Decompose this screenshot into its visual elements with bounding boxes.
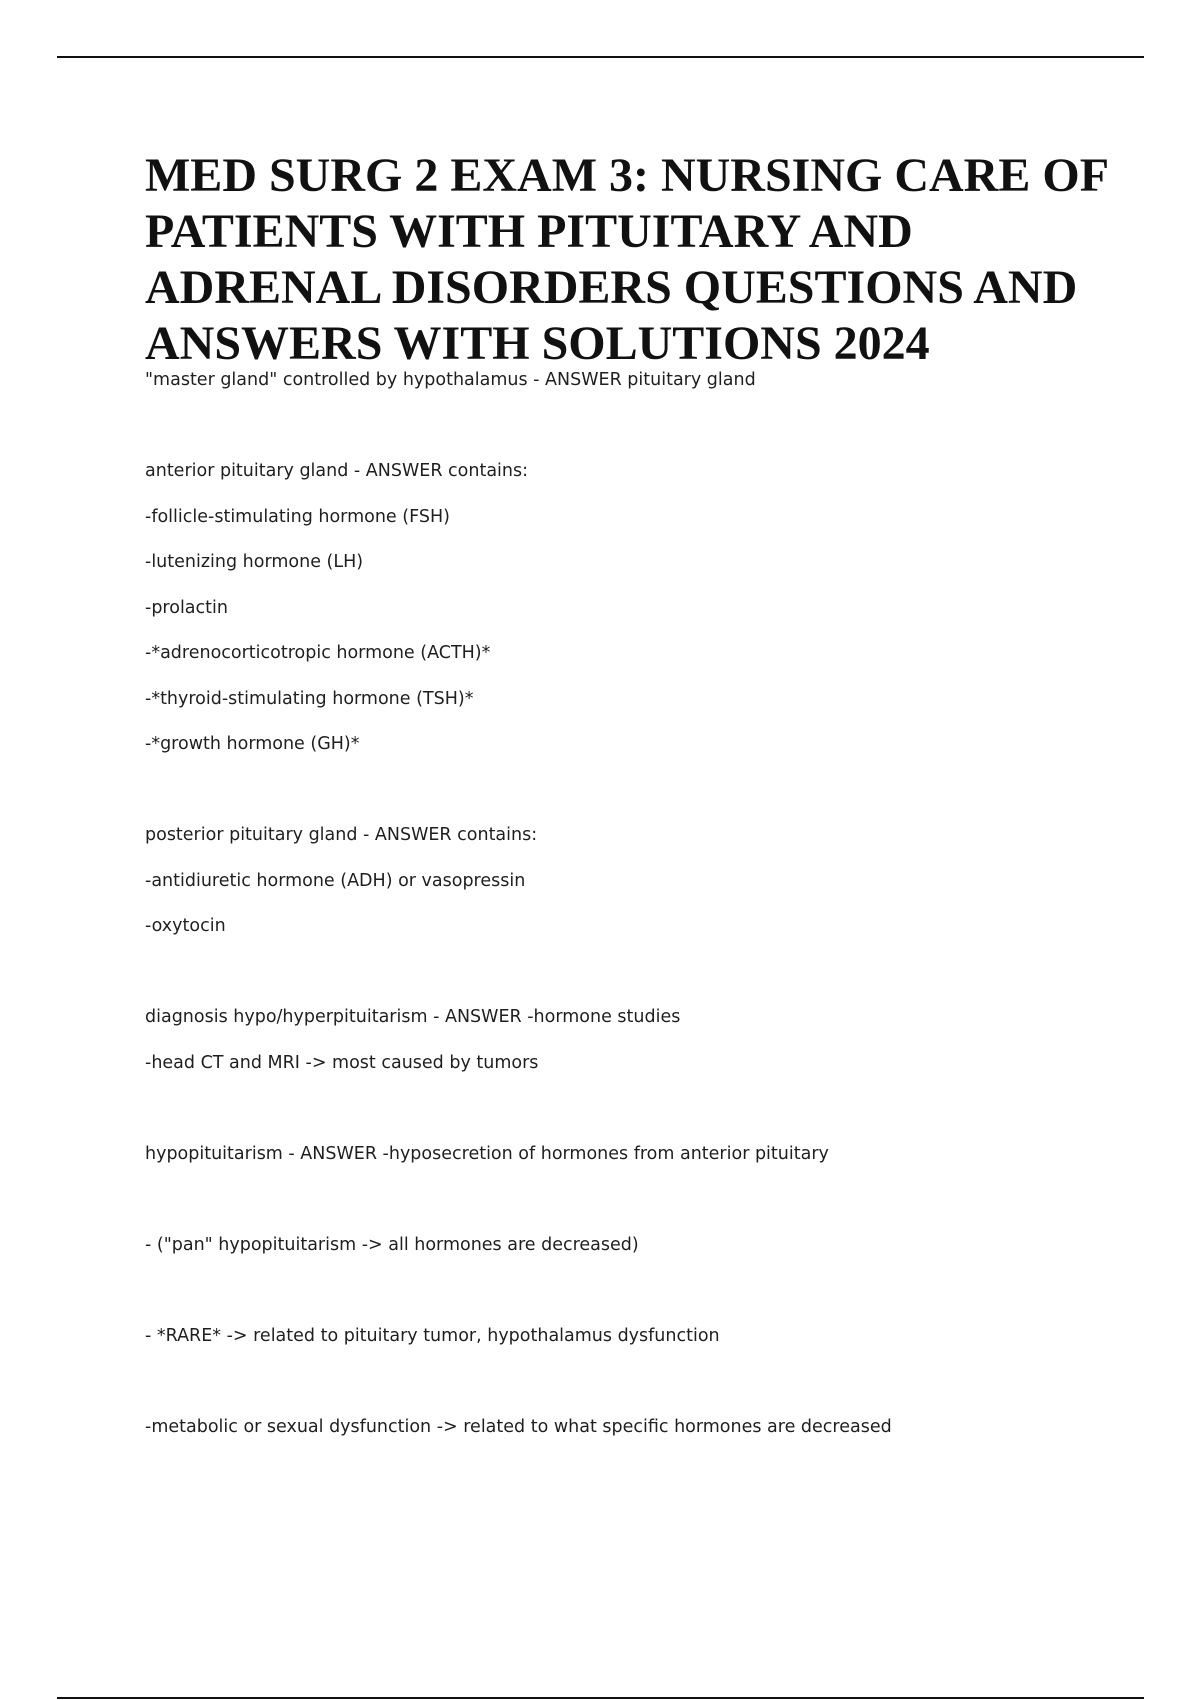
- text-line-fsh: -follicle-stimulating hormone (FSH): [145, 507, 450, 527]
- text-line-hypopituitarism: hypopituitarism - ANSWER -hyposecretion of hormones from anterior pituitary: [145, 1144, 829, 1164]
- text-line-tsh: -*thyroid-stimulating hormone (TSH)*: [145, 689, 474, 709]
- document-title: MED SURG 2 EXAM 3: NURSING CARE OF PATIENTS WITH PITUITARY AND ADRENAL DISORDERS QUESTIONS AND ANSWERS WITH SOLUTIONS 2024: [145, 149, 1108, 370]
- top-divider: [57, 56, 1144, 58]
- text-line-diagnosis: diagnosis hypo/hyperpituitarism - ANSWER -hormone studies: [145, 1007, 681, 1027]
- text-line-prolactin: -prolactin: [145, 598, 228, 618]
- text-line-adh: -antidiuretic hormone (ADH) or vasopressin: [145, 871, 526, 891]
- text-line-lh: -lutenizing hormone (LH): [145, 552, 364, 572]
- text-line-anterior-heading: anterior pituitary gland - ANSWER contains:: [145, 461, 529, 481]
- text-line-posterior-heading: posterior pituitary gland - ANSWER contains:: [145, 825, 538, 845]
- text-line-rare: - *RARE* -> related to pituitary tumor, hypothalamus dysfunction: [145, 1326, 720, 1346]
- text-line-gh: -*growth hormone (GH)*: [145, 734, 360, 754]
- bottom-divider: [57, 1697, 1144, 1699]
- text-line-pan-hypopituitarism: - ("pan" hypopituitarism -> all hormones are decreased): [145, 1235, 639, 1255]
- text-line-acth: -*adrenocorticotropic hormone (ACTH)*: [145, 643, 491, 663]
- text-line-head-ct-mri: -head CT and MRI -> most caused by tumors: [145, 1053, 539, 1073]
- text-line-master-gland: "master gland" controlled by hypothalamus - ANSWER pituitary gland: [145, 370, 756, 390]
- text-line-metabolic-sexual: -metabolic or sexual dysfunction -> related to what specific hormones are decreased: [145, 1417, 892, 1437]
- text-line-oxytocin: -oxytocin: [145, 916, 226, 936]
